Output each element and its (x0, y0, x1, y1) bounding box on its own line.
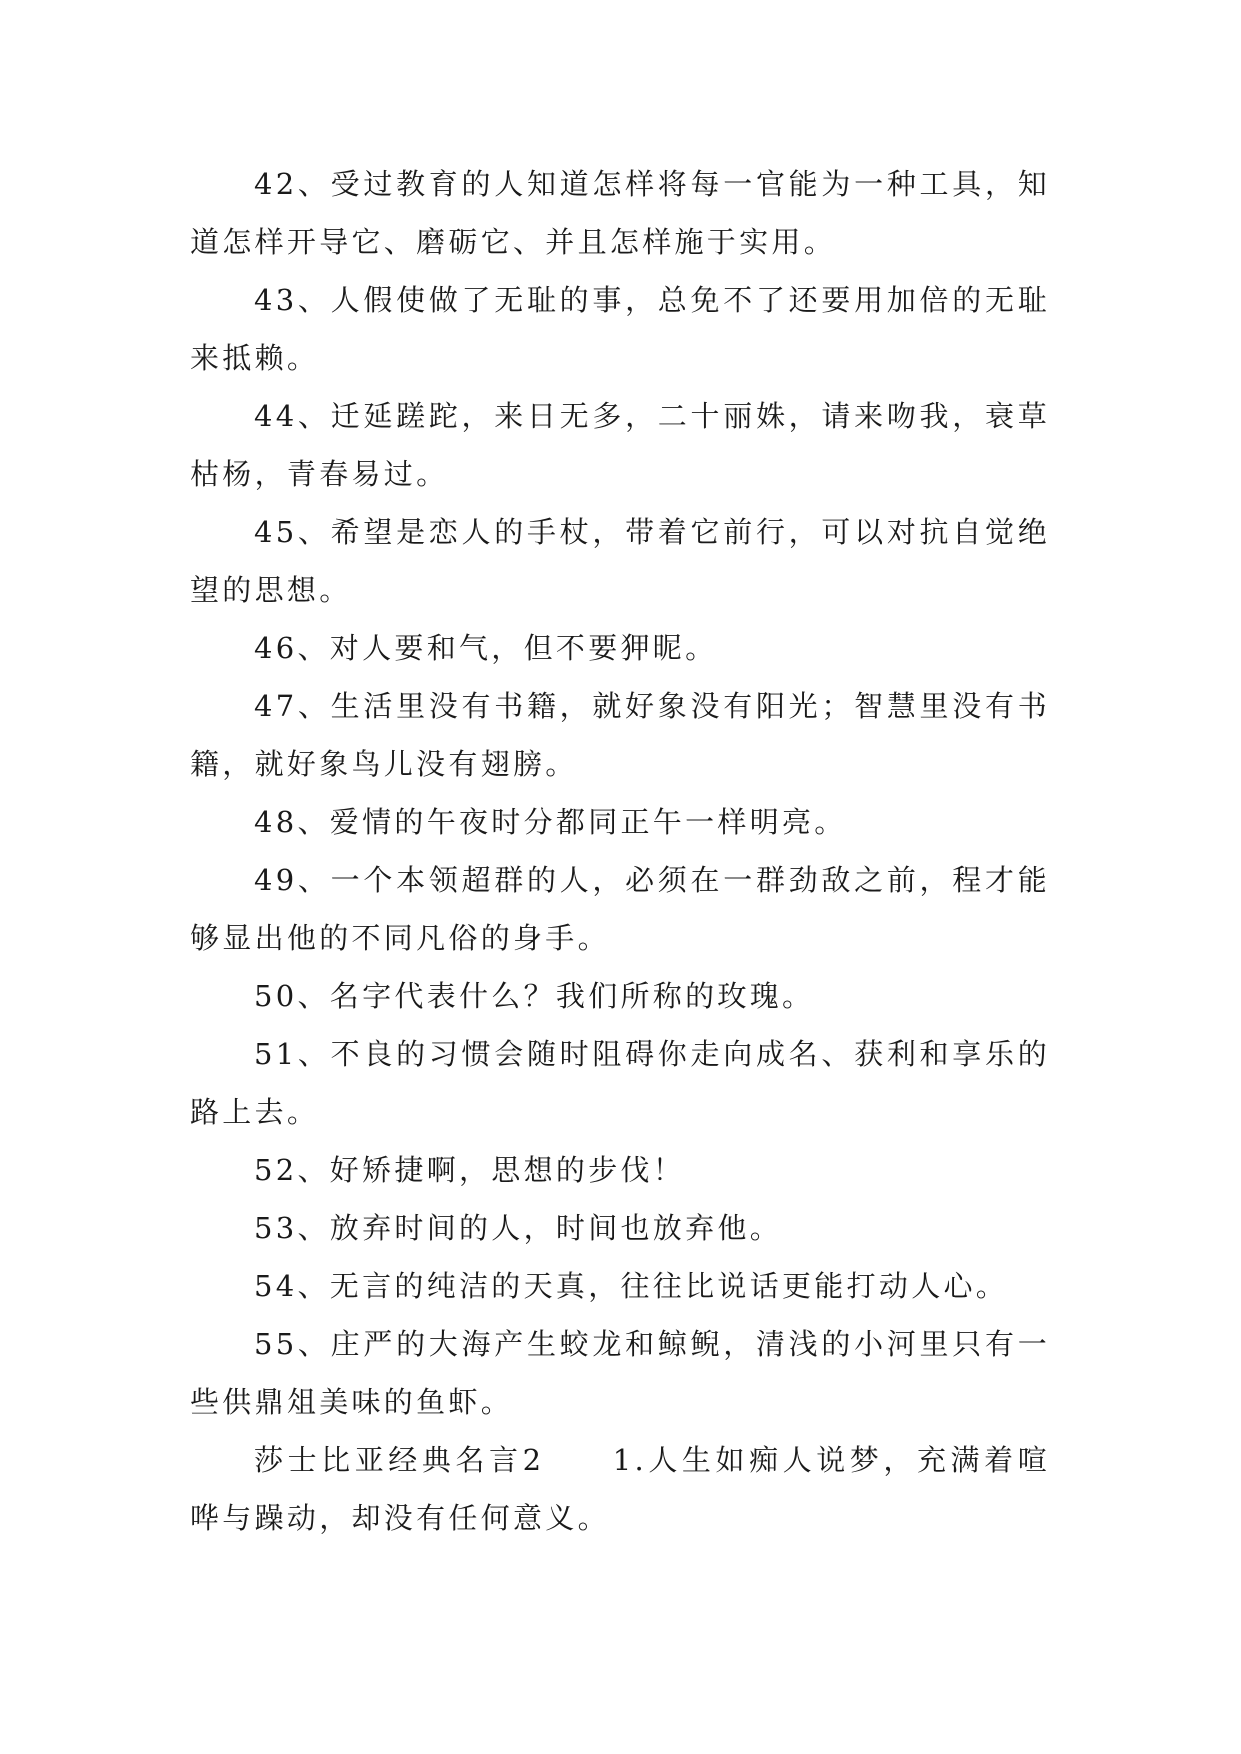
quote-paragraph-51: 51、不良的习惯会随时阻碍你走向成名、获利和享乐的路上去。 (190, 1037, 1050, 1129)
quote-paragraph-54: 54、无言的纯洁的天真，往往比说话更能打动人心。 (254, 1269, 1009, 1303)
quote-paragraph-45: 45、希望是恋人的手杖，带着它前行，可以对抗自觉绝望的思想。 (190, 515, 1050, 607)
quote-paragraph-53: 53、放弃时间的人，时间也放弃他。 (254, 1211, 783, 1245)
quote-paragraph-49: 49、一个本领超群的人，必须在一群劲敌之前，程才能够显出他的不同凡俗的身手。 (190, 863, 1050, 955)
quote-paragraph-52: 52、好矫捷啊，思想的步伐！ (254, 1153, 686, 1187)
quote-paragraph-47: 47、生活里没有书籍，就好象没有阳光；智慧里没有书籍，就好象鸟儿没有翅膀。 (190, 689, 1050, 781)
quote-paragraph-55: 55、庄严的大海产生蛟龙和鲸鲵，清浅的小河里只有一些供鼎俎美味的鱼虾。 (190, 1327, 1050, 1419)
section-heading-and-quote-1: 莎士比亚经典名言2 1.人生如痴人说梦，充满着喧哗与躁动，却没有任何意义。 (190, 1443, 1050, 1535)
quote-paragraph-50: 50、名字代表什么？我们所称的玫瑰。 (254, 979, 815, 1013)
quote-paragraph-43: 43、人假使做了无耻的事，总免不了还要用加倍的无耻来抵赖。 (190, 283, 1050, 375)
quote-paragraph-48: 48、爱情的午夜时分都同正午一样明亮。 (254, 805, 847, 839)
document-body (190, 155, 1050, 1547)
quote-paragraph-44: 44、迁延蹉跎，来日无多，二十丽姝，请来吻我，衰草枯杨，青春易过。 (190, 399, 1050, 491)
quote-paragraph-42: 42、受过教育的人知道怎样将每一官能为一种工具，知道怎样开导它、磨砺它、并且怎样施于实用。 (190, 167, 1050, 259)
quote-paragraph-46: 46、对人要和气，但不要狎昵。 (254, 631, 718, 665)
